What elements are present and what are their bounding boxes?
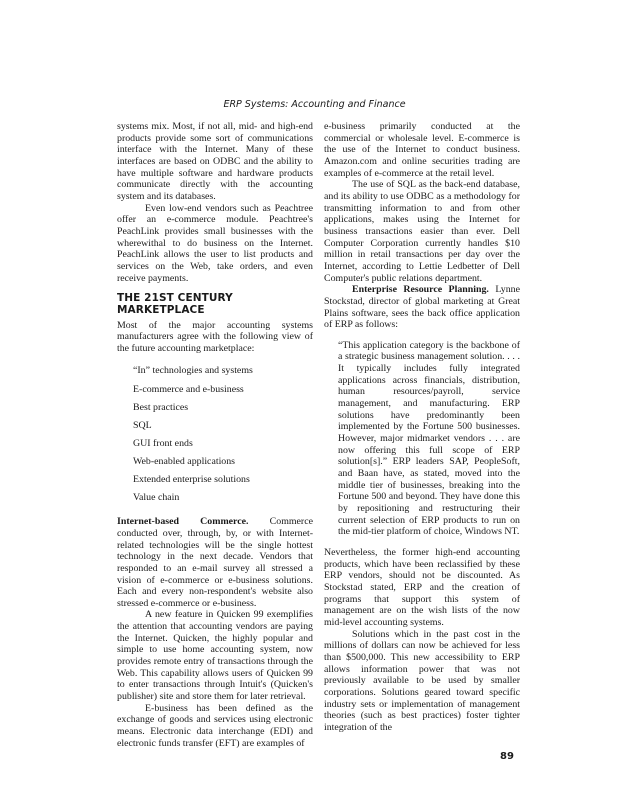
list-item: Value chain <box>133 492 180 504</box>
paragraph <box>117 516 313 609</box>
paragraph-text: Lynne Stockstad, director of global marketing at Great Plains software, sees the back office application of ERP as follows: <box>324 284 520 331</box>
running-header: ERP Systems: Accounting and Finance <box>223 99 406 110</box>
list-item: SQL <box>133 419 152 431</box>
section-heading: THE 21ST CENTURY MARKETPLACE <box>117 292 233 316</box>
page-number: 89 <box>500 751 514 762</box>
paragraph: e-business primarily conducted at the commercial or wholesale level. E-commerce is the use of the Internet to conduct business. Amazon.com and online securities trading are examples of e-commerce at the retail level. <box>324 121 520 179</box>
run-in-heading: Internet-based Commerce. <box>117 516 249 528</box>
paragraph <box>324 284 520 331</box>
list-item: E-commerce and e-business <box>133 383 244 395</box>
paragraph: E-business has been defined as the exchange of goods and services using electronic means. Electronic data interchange (EDI) and electronic funds transfer (EFT) are examples of <box>117 702 313 749</box>
paragraph: The use of SQL as the back-end database, and its ability to use ODBC as a methodology for transmitting information to and from other applications, makes using the Internet for business transactions easier than ever. Dell Computer Corporation currently handles $10 million in retail transactions per day over the Internet, according to Lettie Ledbetter of Dell Computer's public relations department. <box>324 179 520 284</box>
paragraph: systems mix. Most, if not all, mid- and high-end products provide some sort of communications interface with the Internet. Many of these interfaces are based on ODBC and the ability to have multiple software and hardware products communicate directly with the accounting system and its databases. <box>117 121 313 202</box>
left-column <box>117 121 313 749</box>
paragraph: Most of the major accounting systems manufacturers agree with the following view of the future accounting marketplace: <box>117 319 313 354</box>
run-in-heading: Enterprise Resource Planning. <box>352 284 489 296</box>
list-item: Extended enterprise solutions <box>133 474 250 486</box>
quote-text: “This application category is the backbone of a strategic business management solution. . . . It typically includes fully integrated applications across financials, distribution, human resources/payroll, service management, and manufacturing. ERP solutions have predominantly been implemented by the Fortune 500 businesses. However, major midmarket vendors . . . are now offering this full scope of ERP solution[s].” ERP leaders SAP, PeopleSoft, and Baan have, as stated, moved into the middle tier of businesses, breaking into the Fortune 500 and beyond. They have done this by repositioning and restructuring their current selection of ERP products to run on the mid-tier platform of choice, Windows NT. <box>338 339 520 538</box>
paragraph: Even low-end vendors such as Peachtree offer an e-commerce module. Peachtree's PeachLink provides small businesses with the wherewithal to do business on the Internet. PeachLink allows the user to list products and services on the Web, take orders, and even receive payments. <box>117 202 313 284</box>
right-column <box>324 121 520 733</box>
marketplace-list <box>117 362 313 507</box>
list-item: GUI front ends <box>133 437 193 449</box>
list-item: “In” technologies and systems <box>133 365 253 377</box>
block-quote <box>338 340 520 538</box>
list-item: Web-enabled applications <box>133 455 236 467</box>
paragraph: A new feature in Quicken 99 exemplifies the attention that accounting vendors are paying the Internet. Quicken, the highly popular and simple to use home accounting system, now provides remote entry of transactions through the Web. This capability allows users of Quicken 99 to enter transactions through Intuit's (Quicken's publisher) site and store them for later retrieval. <box>117 609 313 703</box>
list-item: Best practices <box>133 401 189 413</box>
paragraph-text: Commerce conducted over, through, by, or with Internet-related technologies will be the single hottest technology in the next decade. Vendors that responded to an e-mail survey all stressed a vision of e-commerce or e-business solutions. Each and every non-respondent's website also stressed e-commerce or e-business. <box>117 516 313 609</box>
paragraph: Nevertheless, the former high-end accounting products, which have been reclassified by these ERP vendors, should not be discounted. As Stockstad stated, ERP and the creation of programs that support this system of management are on the wish lists of the now mid-level accounting systems. <box>324 546 520 628</box>
paragraph: Solutions which in the past cost in the millions of dollars can now be achieved for less than $500,000. This new accessibility to ERP allows information power that was not previously available to be used by smaller corporations. Solutions geared toward specific industry sets or implementation of management theories (such as best practices) foster tighter integration of the <box>324 628 520 733</box>
